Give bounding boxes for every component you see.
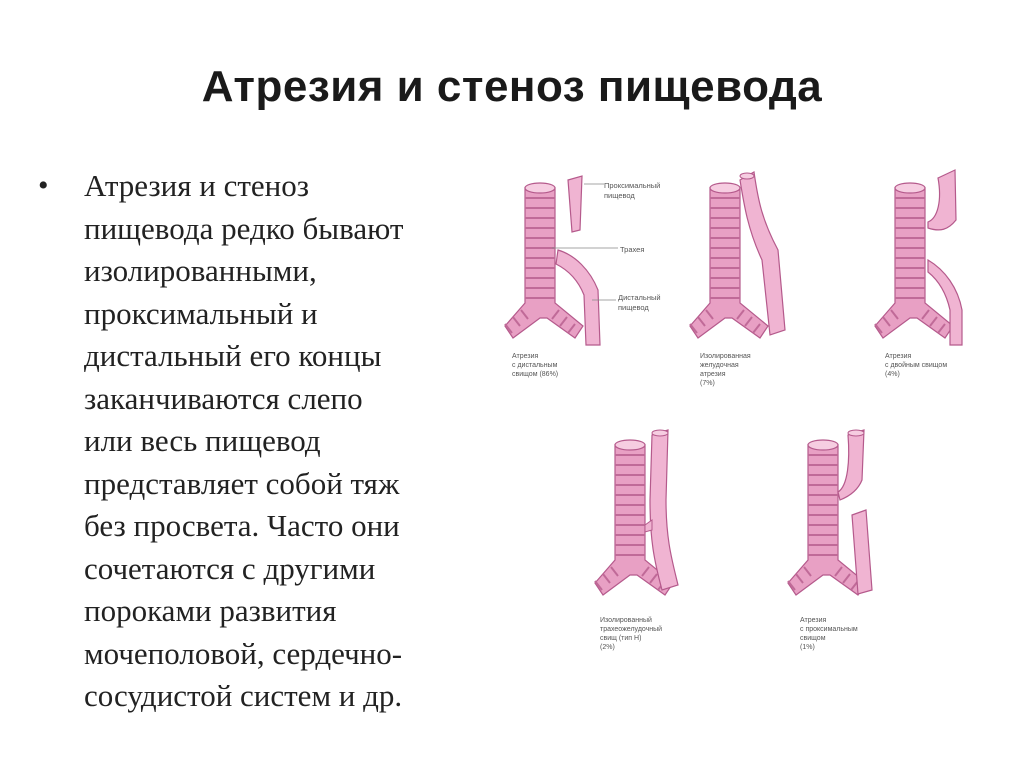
- label-proximal: Проксимальный: [604, 181, 661, 190]
- panel-double-fistula: [875, 170, 962, 378]
- panel-h-type-fistula: [595, 430, 678, 651]
- caption-line: Атрезия: [512, 353, 539, 360]
- caption-line: трахеожелудочный: [600, 626, 663, 633]
- esophageal-atresia-figure: [500, 160, 980, 660]
- caption-line: (1%): [800, 644, 815, 651]
- bullet-dot-icon: •: [38, 169, 49, 202]
- caption-line: Изолированный: [600, 617, 652, 624]
- caption-line: с двойным свищом: [885, 362, 948, 369]
- caption-line: (2%): [600, 644, 615, 651]
- panel-isolated-atresia: [690, 172, 785, 387]
- caption-line: желудочная: [700, 362, 739, 369]
- caption-line: Атрезия: [885, 353, 912, 360]
- caption-line: (7%): [700, 380, 715, 387]
- caption-line: с проксимальным: [800, 626, 858, 633]
- bullet-item: [38, 165, 488, 718]
- label-distal: Дистальный: [618, 293, 661, 302]
- label-distal-2: пищевод: [618, 303, 649, 312]
- panel-distal-fistula: [505, 176, 661, 378]
- panel-proximal-fistula: [788, 430, 872, 651]
- caption-line: свищом: [800, 635, 826, 642]
- label-trachea: Трахея: [620, 245, 645, 254]
- caption-line: Изолированная: [700, 353, 751, 360]
- bullet-text: Атрезия и стеноз пищевода редко бывают изолированными, проксимальный и дистальный его концы заканчиваются слепо или весь пищевод представляет собой тяж без просвета. Часто они сочетаются с другими пороками развития мочеполовой, сердечно- сосудистой систем и др.: [84, 168, 404, 713]
- atresia-diagram: [500, 160, 980, 660]
- caption-line: (4%): [885, 371, 900, 378]
- caption-line: Атрезия: [800, 617, 827, 624]
- caption-line: с дистальным: [512, 362, 558, 369]
- caption-line: свищом (86%): [512, 371, 559, 378]
- label-proximal-2: пищевод: [604, 191, 635, 200]
- slide-title: Атрезия и стеноз пищевода: [201, 62, 823, 111]
- caption-line: атрезия: [700, 371, 726, 378]
- caption-line: свищ (тип Н): [600, 635, 642, 642]
